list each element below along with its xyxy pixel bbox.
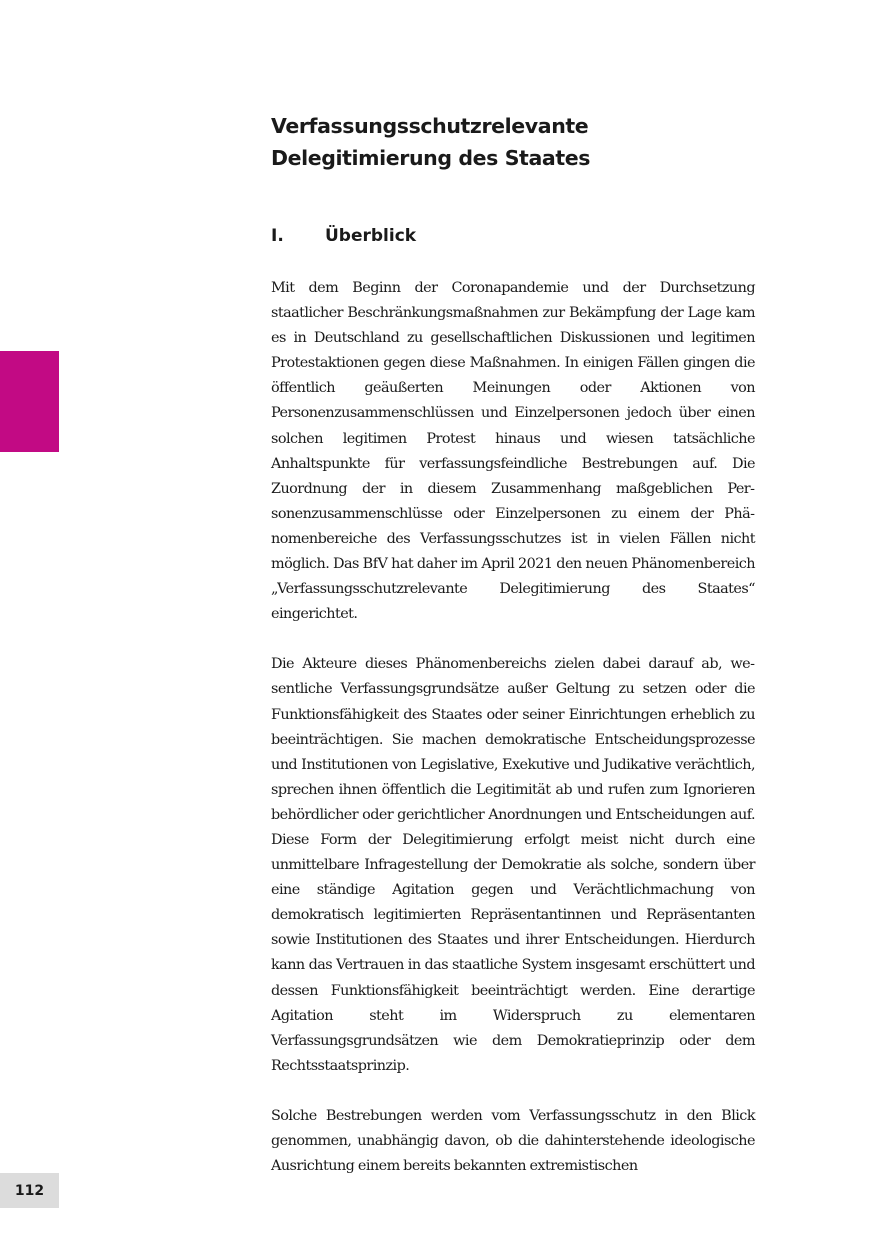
paragraph-3: Solche Bestrebungen werden vom Verfassungsschutz in den Blick genommen, unabhängig davon, ob die dahinterstehende ideologische Ausrichtung einem bereits bekannten extremistischen [271,1107,755,1175]
page-title: Verfassungsschutzrelevante Delegitimierung des Staates [271,114,591,170]
page-content [271,110,755,1179]
paragraph-2: Die Akteure dieses Phänomenbereichs zielen dabei darauf ab, wesentliche Verfassungsgrundsätze außer Geltung zu setzen oder die Funktionsfähigkeit des Staates oder seiner Einrichtungen erheblich zu beeinträchtigen. Sie machen demokratische Entscheidungsprozesse und Institutionen von Legislative, Exekutive und Judikative verächtlich, sprechen ihnen öffentlich die Legitimität ab und rufen zum Ignorieren behördlicher oder gerichtlicher Anordnungen und Entscheidungen auf. Diese Form der Delegitimierung erfolgt meist nicht durch eine unmittelbare Infragestellung der Demokratie als solche, sondern über eine ständige Agitation gegen und Verächtlichmachung von demokratisch legitimierten Repräsentantinnen und Repräsentanten sowie Institutionen des Staates und ihrer Entscheidungen. Hierdurch kann das Vertrauen in das staatliche System insgesamt erschüttert und dessen Funktionsfähigkeit beeinträchtigt werden. Eine derartige Agitation steht im Widerspruch zu elementaren Verfassungsgrundsätzen wie dem Demokratieprinzip oder dem Rechtsstaatsprinzip. [271,656,755,1074]
section-heading [271,223,755,249]
paragraph-1: Mit dem Beginn der Coronapandemie und der Durchsetzung staatlicher Beschränkungsmaßnahmen zur Bekämpfung der Lage kam es in Deutschland zu gesellschaftlichen Diskussionen und legitimen Protestaktionen gegen diese Maßnahmen. In einigen Fällen gingen die öffentlich geäußerten Meinungen oder Aktionen von Personenzusammenschlüssen und Einzelpersonen jedoch über einen solchen legitimen Protest hinaus und wiesen tatsächliche Anhaltspunkte für verfassungsfeindliche Bestrebungen auf. Die Zuordnung der in diesem Zusammenhang maßgeblichen Personenzusammenschlüsse oder Einzelpersonen zu einem der Phänomenbereiche des Verfassungsschutzes ist in vielen Fällen nicht möglich. Das BfV hat daher im April 2021 den neuen Phänomenbereich „Verfassungsschutzrelevante Delegitimierung des Staates“ eingerichtet. [271,280,755,623]
section-number: I. [271,226,284,246]
chapter-marker-bar [0,351,59,452]
section-title: Überblick [325,226,417,246]
page-number: 112 [0,1173,59,1208]
